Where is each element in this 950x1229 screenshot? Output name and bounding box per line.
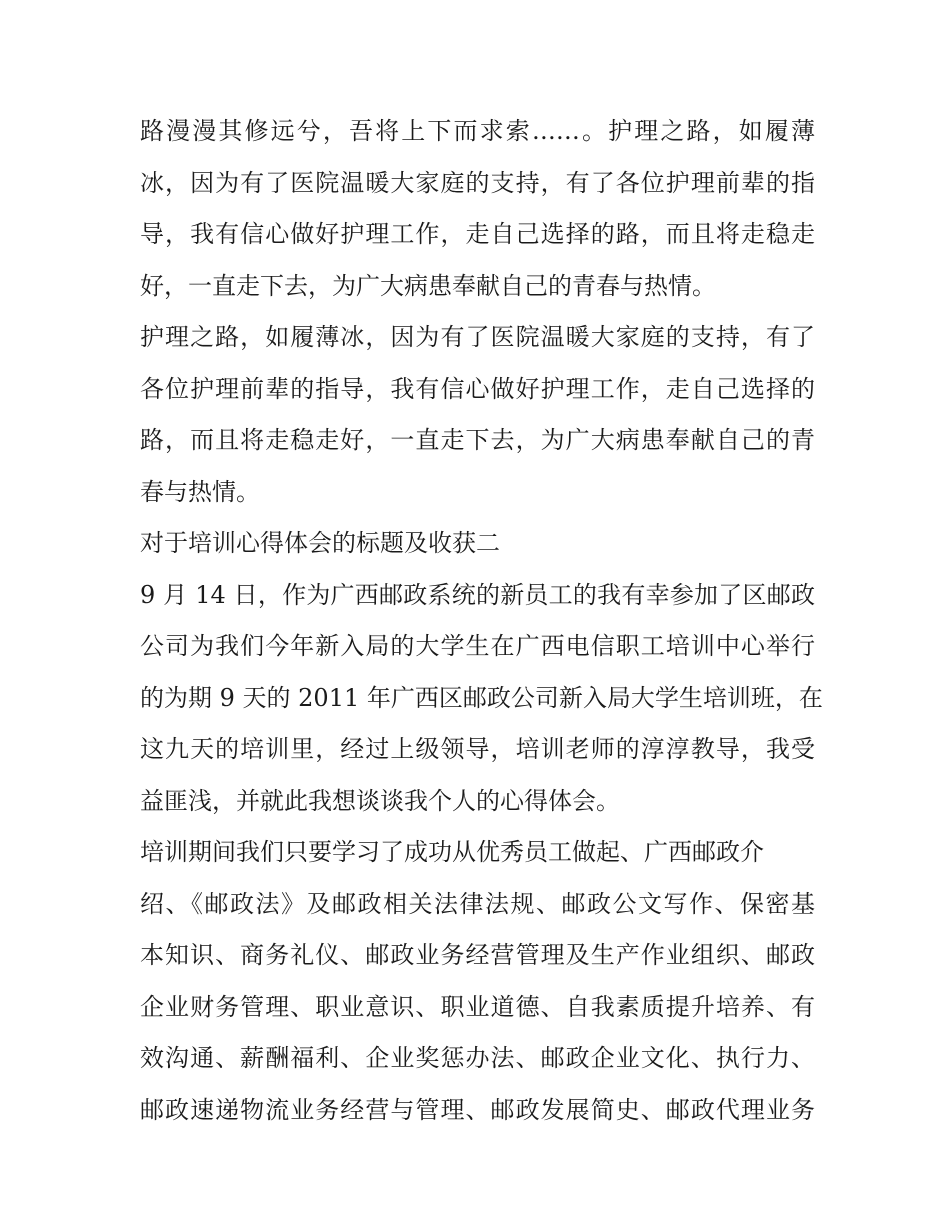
text-line: 企业财务管理、职业意识、职业道德、自我素质提升培养、有: [140, 992, 815, 1021]
text-line: 绍、《邮政法》及邮政相关法律法规、邮政公文写作、保密基: [140, 889, 815, 918]
document-body: [140, 106, 823, 1136]
text-line: 护理之路，如履薄冰，因为有了医院温暖大家庭的支持，有了: [140, 323, 815, 351]
text-line: 益匪浅，并就此我想谈谈我个人的心得体会。: [140, 786, 620, 815]
text-line: 公司为我们今年新入局的大学生在广西电信职工培训中心举行: [140, 632, 815, 660]
text-line: 导，我有信心做好护理工作，走自己选择的路，而且将走稳走: [140, 220, 815, 248]
text-line: 效沟通、薪酬福利、企业奖惩办法、邮政企业文化、执行力、: [140, 1044, 815, 1072]
text-line: 春与热情。: [140, 477, 260, 506]
text-line: 邮政速递物流业务经营与管理、邮政发展简史、邮政代理业务: [140, 1095, 815, 1124]
paragraph-2: [140, 312, 815, 518]
text-line: 9 月 14 日，作为广西邮政系统的新员工的我有幸参加了区邮政: [140, 580, 815, 609]
paragraph-4: [140, 827, 815, 1136]
section-heading: [140, 518, 815, 570]
text-line: 路，而且将走稳走好，一直走下去，为广大病患奉献自己的青: [140, 426, 815, 454]
heading-line: 对于培训心得体会的标题及收获二: [140, 529, 500, 557]
paragraph-1: [140, 106, 815, 312]
text-line: 好，一直走下去，为广大病患奉献自己的青春与热情。: [140, 271, 716, 300]
paragraph-3: [140, 570, 823, 828]
text-line: 冰，因为有了医院温暖大家庭的支持，有了各位护理前辈的指: [140, 168, 815, 197]
text-line: 路漫漫其修远兮，吾将上下而求索……。护理之路，如履薄: [140, 117, 815, 145]
text-line: 培训期间我们只要学习了成功从优秀员工做起、广西邮政介: [140, 838, 764, 866]
text-line: 各位护理前辈的指导，我有信心做好护理工作，走自己选择的: [140, 374, 815, 403]
text-line: 本知识、商务礼仪、邮政业务经营管理及生产作业组织、邮政: [140, 941, 815, 969]
text-line: 的为期 9 天的 2011 年广西区邮政公司新入局大学生培训班，在: [140, 683, 823, 712]
text-line: 这九天的培训里，经过上级领导，培训老师的淳淳教导，我受: [140, 735, 815, 763]
